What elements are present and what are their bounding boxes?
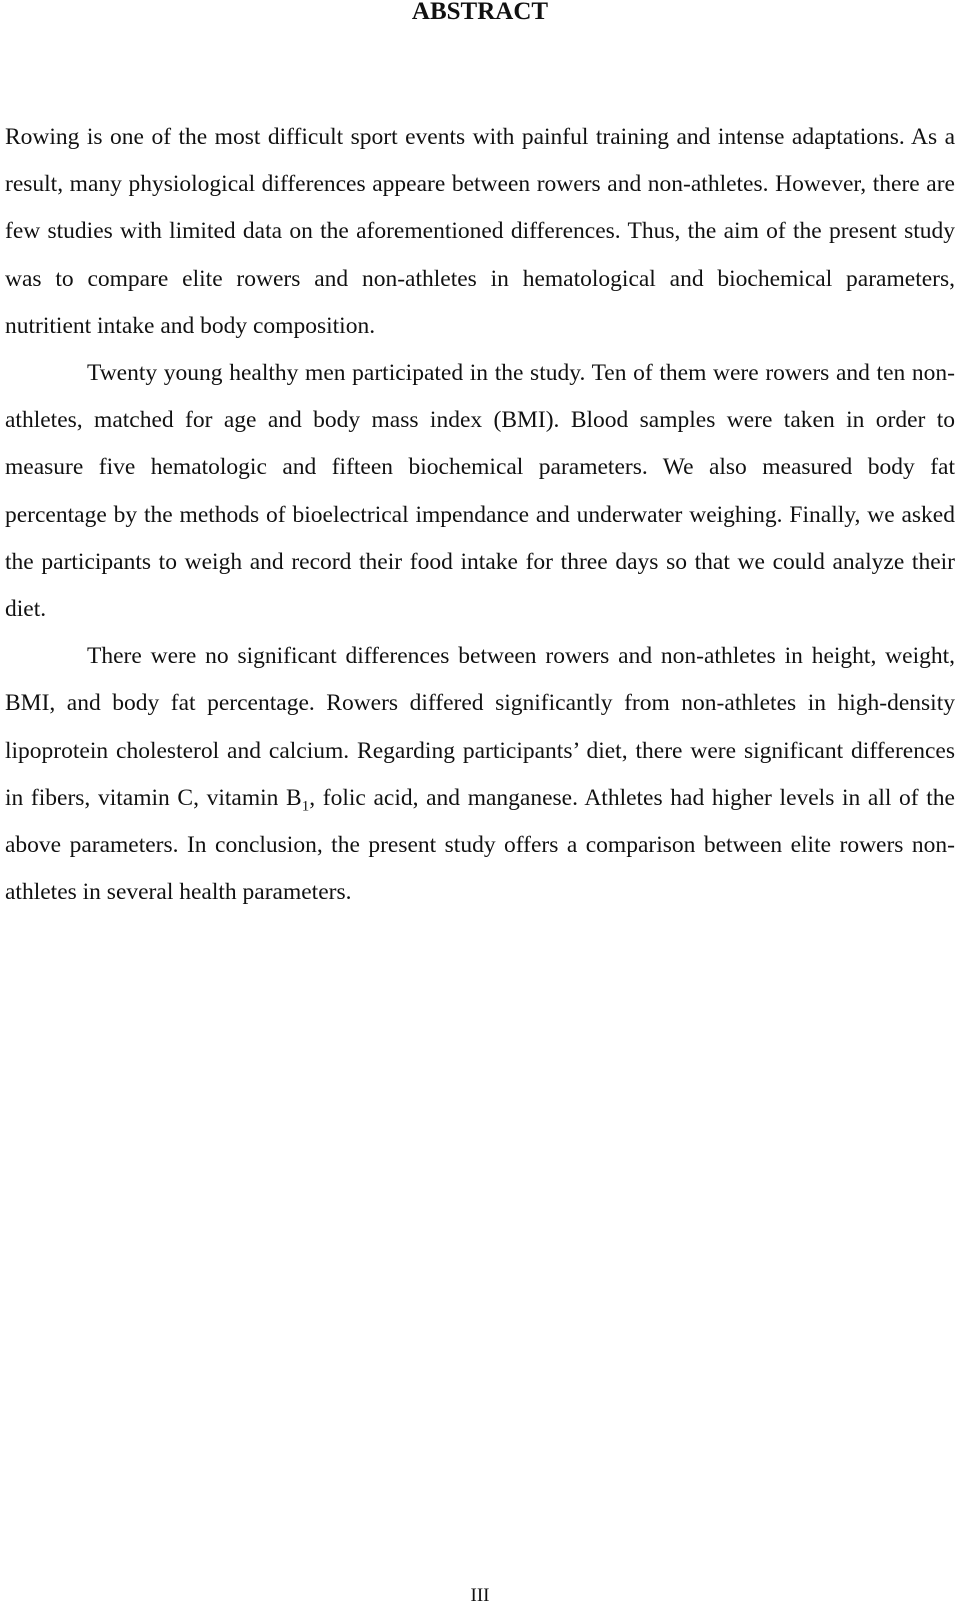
paragraph-3-text-b: , folic acid, and manganese. Athletes had higher levels in all of the above parameters. In conclusion, the present study offers a comparison between elite rowers non-athletes in several health parameters. xyxy=(5,784,955,906)
paragraph-1: Rowing is one of the most difficult sport events with painful training and intense adaptations. As a result, many physiological differences appeare between rowers and non-athletes. However, there are few studies with limited data on the aforementioned differences. Thus, the aim of the present study was to compare elite rowers and non-athletes in hematological and biochemical parameters, nutritient intake and body composition. xyxy=(5,124,955,339)
paragraph-2: Twenty young healthy men participated in the study. Ten of them were rowers and ten non-athletes, matched for age and body mass index (BMI). Blood samples were taken in order to measure five hematologic and fifteen biochemical parameters. We also measured body fat percentage by the methods of bioelectrical impendance and underwater weighing. Finally, we asked the participants to weigh and record their food intake for three days so that we could analyze their diet. xyxy=(5,360,955,623)
paragraph-3-text-a: There were no significant differences between rowers and non-athletes in height, weight, BMI, and body fat percentage. Rowers differed significantly from non-athletes in high-density lipoprotein cholesterol and calcium. Regarding participants’ diet, there were significant differences in fibers, vitamin C, vitamin B xyxy=(5,643,955,811)
vitamin-b-subscript: 1 xyxy=(301,798,310,815)
paragraph-3 xyxy=(5,633,955,916)
abstract-heading: ABSTRACT xyxy=(411,0,549,25)
abstract-body xyxy=(5,114,955,916)
page-number: III xyxy=(470,1585,490,1606)
